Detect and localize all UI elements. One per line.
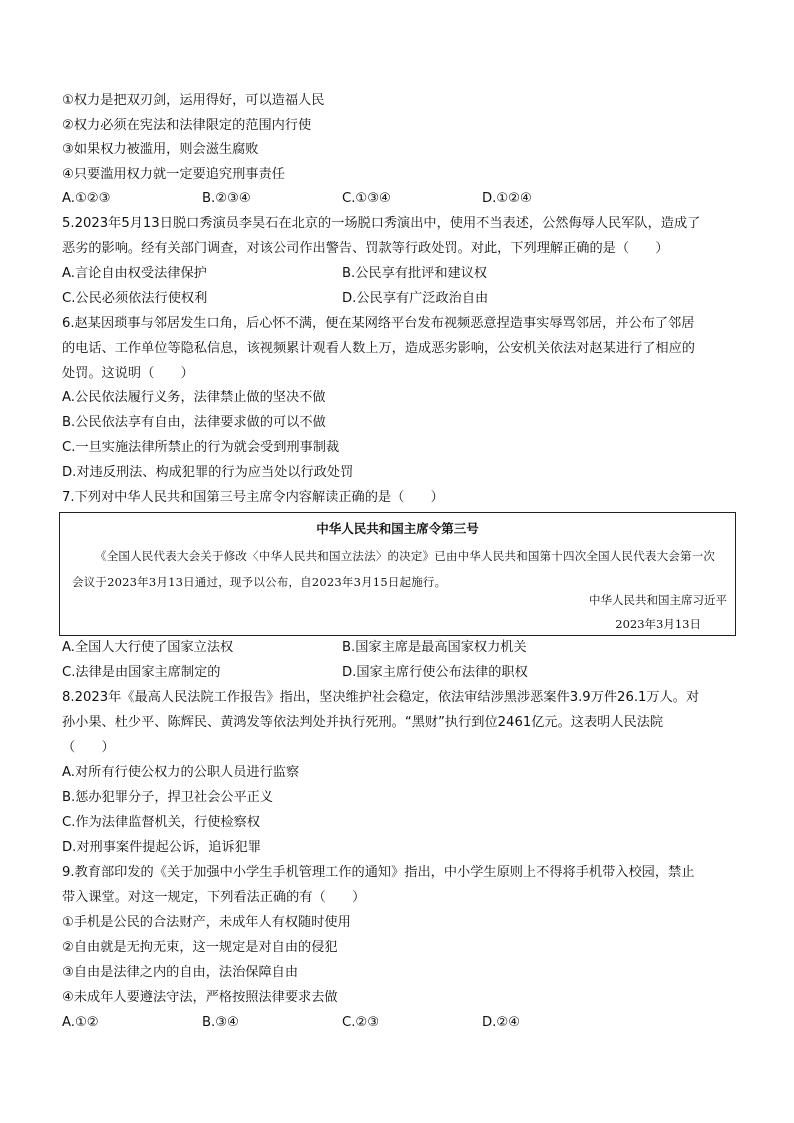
decree-date: 2023年3月13日	[615, 617, 701, 631]
q8-option-d[interactable]: D.对刑事案件提起公诉，追诉犯罪	[62, 840, 261, 855]
q6-stem-line-3: 处罚。这说明（ ）	[62, 366, 194, 381]
q9-item-2: ②自由就是无拘无束，这一规定是对自由的侵犯	[62, 940, 338, 955]
decree-body: 《全国人民代表大会关于修改〈中华人民共和国立法法〉的决定》已由中华人民共和国第十四次全国人民代表大会第一次会议于2023年3月13日通过，现予以公布，自2023年3月15日起施行。	[72, 549, 716, 589]
q6-stem-line-2: 的电话、工作单位等隐私信息，该视频累计观看人数上万，造成恶劣影响，公安机关依法对赵某进行了相应的	[62, 341, 695, 356]
q9-option-d[interactable]: D.②④	[482, 1015, 520, 1030]
q9-item-4: ④未成年人要遵法守法，严格按照法律要求去做	[62, 990, 338, 1005]
q8-stem-line-1: 8.2023年《最高人民法院工作报告》指出，坚决维护社会稳定，依法审结涉黑涉恶案件3.9万件26.1万人。对	[62, 690, 700, 705]
q7-stem: 7.下列对中华人民共和国第三号主席令内容解读正确的是（ ）	[62, 490, 444, 505]
q6-option-c[interactable]: C.一旦实施法律所禁止的行为就会受到刑事制裁	[62, 440, 340, 455]
q9-option-a[interactable]: A.①②	[62, 1015, 99, 1030]
q4-option-b[interactable]: B.②③④	[202, 191, 251, 206]
q4-option-d[interactable]: D.①②④	[482, 191, 532, 206]
q5-option-c[interactable]: C.公民必须依法行使权利	[62, 291, 208, 306]
q9-item-1: ①手机是公民的合法财产，未成年人有权随时使用	[62, 915, 351, 930]
q6-option-d[interactable]: D.对违反刑法、构成犯罪的行为应当处以行政处罚	[62, 465, 354, 480]
q5-option-b[interactable]: B.公民享有批评和建议权	[342, 266, 488, 281]
q4-item-2: ②权力必须在宪法和法律限定的范围内行使	[62, 118, 312, 133]
decree-signature: 中华人民共和国主席习近平	[589, 593, 727, 607]
q7-option-c[interactable]: C.法律是由国家主席制定的	[62, 665, 221, 680]
q5-option-d[interactable]: D.公民享有广泛政治自由	[342, 291, 489, 306]
decree-title: 中华人民共和国主席令第三号	[316, 521, 479, 536]
q8-stem-line-2: 孙小果、杜少平、陈辉民、黄鸿发等依法判处并执行死刑。“黑财”执行到位2461亿元。这表明人民法院	[62, 715, 664, 730]
q8-option-c[interactable]: C.作为法律监督机关，行使检察权	[62, 815, 261, 830]
q6-option-b[interactable]: B.公民依法享有自由，法律要求做的可以不做	[62, 415, 326, 430]
q9-stem-line-1: 9.教育部印发的《关于加强中小学生手机管理工作的通知》指出，中小学生原则上不得将手机带入校园，禁止	[62, 865, 695, 880]
q9-option-c[interactable]: C.②③	[342, 1015, 380, 1030]
q7-option-d[interactable]: D.国家主席行使公布法律的职权	[342, 665, 528, 680]
q8-option-a[interactable]: A.对所有行使公权力的公职人员进行监察	[62, 765, 300, 780]
q7-option-b[interactable]: B.国家主席是最高国家权力机关	[342, 640, 527, 655]
q4-item-3: ③如果权力被滥用，则会滋生腐败	[62, 142, 259, 157]
q7-option-a[interactable]: A.全国人大行使了国家立法权	[62, 640, 234, 655]
q4-option-a[interactable]: A.①②③	[62, 191, 111, 206]
q5-stem-line-2: 恶劣的影响。经有关部门调查，对该公司作出警告、罚款等行政处罚。对此，下列理解正确的是（ ）	[62, 241, 669, 256]
q6-option-a[interactable]: A.公民依法履行义务，法律禁止做的坚决不做	[62, 390, 326, 405]
q9-item-3: ③自由是法律之内的自由，法治保障自由	[62, 965, 299, 980]
q5-option-a[interactable]: A.言论自由权受法律保护	[62, 266, 207, 281]
q4-item-1: ①权力是把双刃剑，运用得好，可以造福人民	[62, 93, 325, 108]
q9-option-b[interactable]: B.③④	[202, 1015, 239, 1030]
q9-stem-line-2: 带入课堂。对这一规定，下列看法正确的有（ ）	[62, 890, 366, 905]
decree-box	[59, 512, 736, 636]
q4-item-4: ④只要滥用权力就一定要追究刑事责任	[62, 167, 285, 182]
q6-stem-line-1: 6.赵某因琐事与邻居发生口角，后心怀不满，便在某网络平台发布视频恶意捏造事实辱骂邻居，并公布了邻居	[62, 316, 695, 331]
q5-stem-line-1: 5.2023年5月13日脱口秀演员李昊石在北京的一场脱口秀演出中，使用不当表述，公然侮辱人民军队，造成了	[62, 216, 701, 231]
q8-option-b[interactable]: B.惩办犯罪分子，捍卫社会公平正义	[62, 790, 274, 805]
q4-option-c[interactable]: C.①③④	[342, 191, 391, 206]
q8-stem-line-3: （ ）	[62, 740, 115, 755]
